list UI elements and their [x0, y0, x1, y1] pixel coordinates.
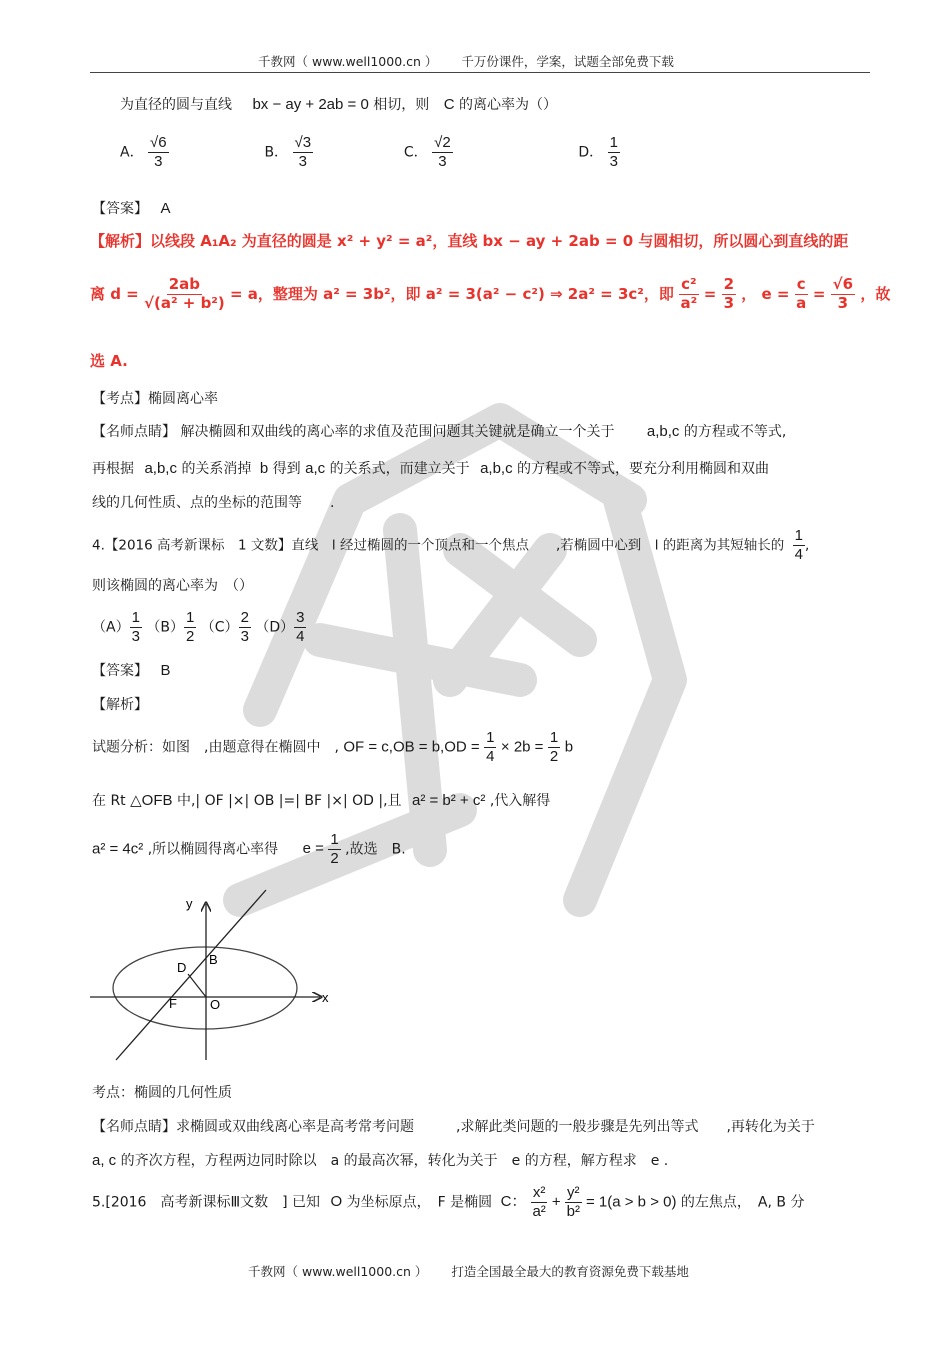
q3-analysis-line1: 【解析】以线段 A₁A₂ 为直径的圆是 x² + y² = a²，直线 bx − ay + 2ab = 0 与圆相切，所以圆心到直线的距 — [90, 232, 849, 250]
label-f: F — [169, 996, 177, 1011]
q4-kaodian: 考点：椭圆的几何性质 — [92, 1085, 232, 1101]
label-o: O — [210, 997, 221, 1012]
q3-option-b: B． $\frac{√3}{3}$ — [264, 134, 312, 170]
header-divider — [90, 72, 870, 73]
q3-mingshi-line2: 再根据 a,b,c 的关系消掉 b 得到 a,c 的关系式，而建立关于 a,b,c 的方程或不等式，要充分利用椭圆和双曲 — [92, 460, 770, 477]
label-b: B — [209, 952, 218, 967]
line-l — [116, 890, 266, 1060]
q4-answer: 【答案】 B — [92, 662, 171, 679]
segment-od — [188, 974, 206, 997]
q4-analysis-line2: 在 Rt △OFB 中,| OF |×| OB |=| BF |×| OD |,且 a² = b² + c² ,代入解得 — [92, 792, 551, 809]
q4-jiexi-label: 【解析】 — [92, 697, 148, 713]
q4-stem-line2: 则该椭圆的离心率为 （） — [92, 578, 253, 594]
header-slogan: 千万份课件，学案，试题全部免费下载 — [461, 54, 674, 69]
q4-stem-line1: 4.【2016 高考新课标 1 文数】直线 l 经过椭圆的一个顶点和一个焦点 ,若椭圆中心到 l 的距离为其短轴长的 $\frac{1}{4}$ , — [92, 527, 810, 563]
q4-mingshi-line1: 【名师点睛】求椭圆或双曲线离心率是高考常考问题 ,求解此类问题的一般步骤是先列出等式 ,再转化为关于 — [92, 1119, 815, 1135]
header-site: 千教网（ www.well1000.cn ） — [258, 54, 438, 69]
q3-stem: 为直径的圆与直线 bx − ay + 2ab = 0 相切，则 C 的离心率为（） — [120, 96, 557, 113]
ellipse-figure — [88, 888, 348, 1068]
q3-options — [120, 135, 620, 170]
q4-analysis-line3: a² = 4c² ,所以椭圆得离心率得 e = $\frac{1}{2}$ ,故选 B. — [92, 831, 406, 867]
q3-analysis-line3: 选 A. — [90, 352, 128, 370]
footer-slogan: 打造全国最全最大的教育资源免费下载基地 — [451, 1264, 689, 1279]
q5-stem: 5.[2016 高考新课标Ⅲ文数 ] 已知 O 为坐标原点， F 是椭圆 C： $\frac{\text{x²}}{\text{a²}}$ + $\frac{\text{y²}}{\text{b²}}$ = 1(a > b > 0) 的左焦点， A, B 分 — [92, 1184, 805, 1220]
footer — [248, 1262, 689, 1280]
q3-answer: 【答案】 A — [92, 200, 171, 217]
q4-analysis-line1: 试题分析：如图 ,由题意得在椭圆中 , OF = c,OB = b,OD = $\frac{1}{4}$ × 2b = $\frac{1}{2}$ b — [92, 729, 574, 765]
q3-mingshi-line1: 【名师点睛】 解决椭圆和双曲线的离心率的求值及范围问题其关键就是确立一个关于 a,b,c 的方程或不等式, — [92, 423, 787, 440]
q3-kaodian: 【考点】椭圆离心率 — [92, 391, 218, 407]
q3-mingshi-line3: 线的几何性质、点的坐标的范围等 . — [92, 495, 335, 511]
q3-option-c: C． $\frac{√2}{3}$ — [403, 134, 451, 170]
label-y: y — [186, 896, 193, 911]
footer-site: 千教网（ www.well1000.cn ） — [248, 1264, 428, 1279]
q4-options: （A） $\frac{1}{3}$ （B） $\frac{1}{2}$ （C） $\frac{2}{3}$ （D） $\frac{3}{4}$ — [92, 609, 305, 645]
q3-option-d: D． $\frac{1}{3}$ — [578, 134, 618, 170]
label-d: D — [177, 960, 187, 975]
label-x: x — [322, 990, 329, 1005]
q3-analysis-block — [90, 222, 891, 374]
q4-mingshi-line2: a, c 的齐次方程，方程两边同时除以 a 的最高次幂，转化为关于 e 的方程，解方程求 e . — [92, 1152, 669, 1169]
q3-option-a: A． $\frac{√6}{3}$ — [120, 134, 167, 170]
q3-analysis-line2: 离 d = $\frac{2ab}{\text{√(a² + b²)}}$ = a，整理为 a² = 3b²，即 a² = 3(a² − c²) ⇒ 2a² = 3c²，即 $\frac{\text{c²}}{\text{a²}}$ = $\frac{2}{3}$ ， e = $\frac{c}{a}$ = $\frac{√6}{3}$ ，故 — [90, 275, 891, 312]
